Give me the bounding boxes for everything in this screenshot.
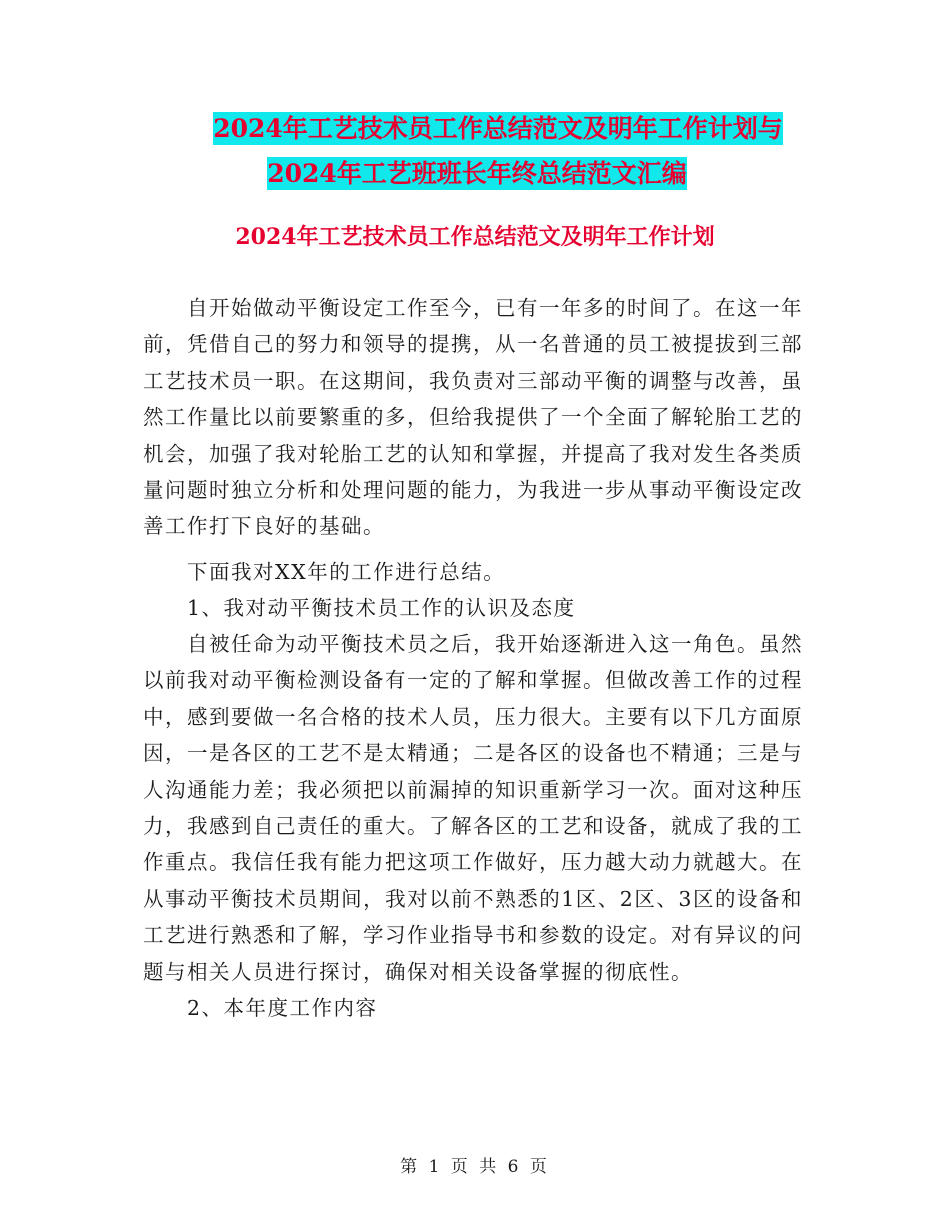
document-title-line-2 <box>0 157 950 191</box>
paragraph-intro: 自开始做动平衡设定工作至今，已有一年多的时间了。在这一年前，凭借自己的努力和领导的提携，从一名普通的员工被提拔到三部工艺技术员一职。在这期间，我负责对三部动平衡的调整与改善，虽然工作量比以前要繁重的多，但给我提供了一个全面了解轮胎工艺的机会，加强了我对轮胎工艺的认知和掌握，并提高了我对发生各类质量问题时独立分析和处理问题的能力，为我进一步从事动平衡设定改善工作打下良好的基础。 <box>143 296 803 539</box>
title-highlight-2: 2024年工艺班班长年终总结范文汇编 <box>267 159 687 188</box>
page-footer: 第 1 页 共 6 页 <box>400 1157 550 1177</box>
paragraph-attitude: 自被任命为动平衡技术员之后，我开始逐渐进入这一角色。虽然以前我对动平衡检测设备有一定的了解和掌握。但做改善工作的过程中，感到要做一名合格的技术人员，压力很大。主要有以下几方面原因，一是各区的工艺不是太精通；二是各区的设备也不精通；三是与人沟通能力差；我必须把以前漏掉的知识重新学习一次。面对这种压力，我感到自己责任的重大。了解各区的工艺和设备，就成了我的工作重点。我信任我有能力把这项工作做好，压力越大动力就越大。在从事动平衡技术员期间，我对以前不熟悉的1区、2区、3区的设备和工艺进行熟悉和了解，学习作业指导书和参数的设定。对有异议的问题与相关人员进行探讨，确保对相关设备掌握的彻底性。 <box>143 632 803 984</box>
subheading-attitude: 1、我对动平衡技术员工作的认识及态度 <box>187 596 576 620</box>
subheading-work-content: 2、本年度工作内容 <box>187 996 378 1020</box>
paragraph-summary-lead: 下面我对XX年的工作进行总结。 <box>187 560 506 584</box>
section-heading: 2024年工艺技术员工作总结范文及明年工作计划 <box>235 224 715 250</box>
document-title-line-1 <box>0 112 950 146</box>
title-highlight-1: 2024年工艺技术员工作总结范文及明年工作计划与 <box>213 114 783 143</box>
